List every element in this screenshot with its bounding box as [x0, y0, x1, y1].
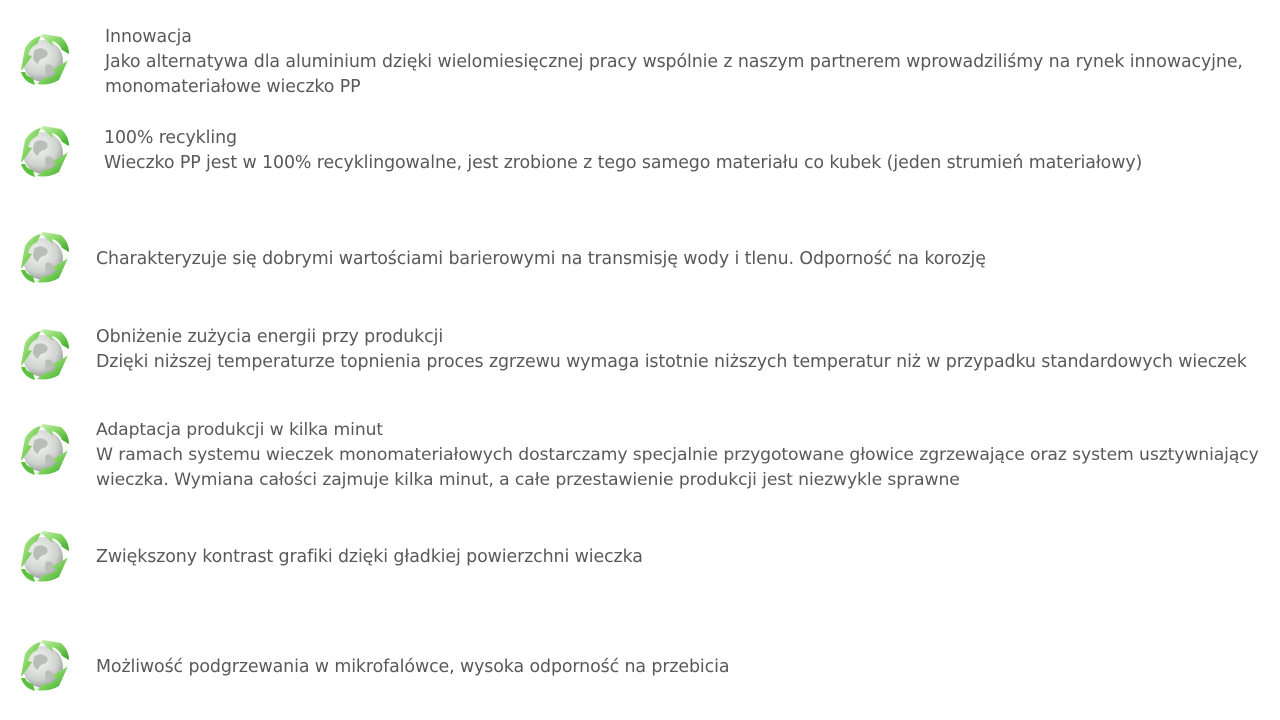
item-title: Innowacja: [105, 27, 192, 47]
item-text: Charakteryzuje się dobrymi wartościami barierowymi na transmisję wody i tlenu. Odporność na korozję: [96, 249, 986, 269]
recycle-globe-icon: [13, 122, 73, 180]
item-title: Adaptacja produkcji w kilka minut: [96, 420, 384, 440]
item-text: Możliwość podgrzewania w mikrofalówce, wysoka odporność na przebicia: [96, 657, 730, 677]
recycle-globe-icon: [13, 527, 73, 585]
recycle-globe-icon: [13, 325, 73, 383]
recycle-globe-icon: [13, 420, 73, 478]
recycle-globe-icon: [13, 30, 73, 88]
recycle-globe-icon: [13, 636, 73, 694]
list-item: [96, 247, 986, 272]
item-text: monomateriałowe wieczko PP: [105, 77, 361, 97]
list-item: [96, 655, 729, 680]
list-item: [96, 545, 643, 570]
list-item: [96, 418, 1259, 493]
item-title: Obniżenie zużycia energii przy produkcji: [96, 327, 444, 347]
list-item: [105, 25, 1243, 100]
list-item: [96, 325, 1247, 375]
item-title: 100% recykling: [104, 128, 237, 148]
item-text: wieczka. Wymiana całości zajmuje kilka minut, a całe przestawienie produkcji jest niezwykle sprawne: [96, 470, 960, 490]
item-text: Zwiększony kontrast grafiki dzięki gładkiej powierzchni wieczka: [96, 547, 643, 567]
item-text: Wieczko PP jest w 100% recyklingowalne, jest zrobione z tego samego materiału co kubek (jeden strumień materiałowy): [104, 153, 1143, 173]
item-text: W ramach systemu wieczek monomateriałowych dostarczamy specjalnie przygotowane głowice zgrzewające oraz system usztywniający: [96, 445, 1259, 465]
item-text: Dzięki niższej temperaturze topnienia proces zgrzewu wymaga istotnie niższych temperatur niż w przypadku standardowych wieczek: [96, 352, 1247, 372]
recycle-globe-icon: [13, 228, 73, 286]
list-item: [104, 126, 1142, 176]
item-text: Jako alternatywa dla aluminium dzięki wielomiesięcznej pracy wspólnie z naszym partnerem wprowadziliśmy na rynek innowacyjne,: [105, 52, 1243, 72]
